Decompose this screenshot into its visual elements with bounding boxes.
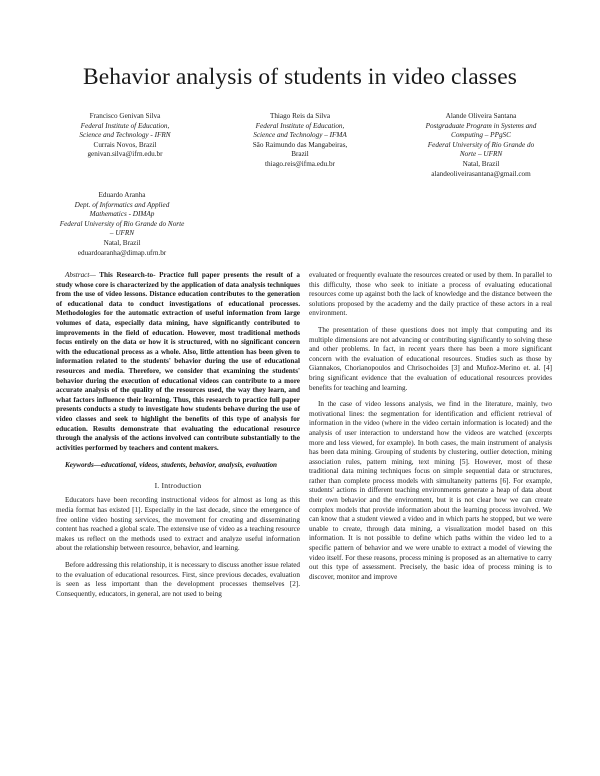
author-email: genivan.silva@ifrn.edu.br [87,150,163,159]
author-block-2 [236,112,364,170]
paper-title: Behavior analysis of students in video classes [82,64,518,90]
author-block-3 [406,112,556,179]
author-location: Brazil [291,150,309,159]
body-paragraph: evaluated or frequently evaluate the resources created or used by them. In parallel to this difficulty, those who seek to initiate a process of evaluating educational resources come up against both the lack of knowledge and the distance between the solutions proposed by the academy and the daily practice of these actors in a real environment. [309,271,552,318]
author-affiliation: Computing – PPgSC [451,131,511,140]
author-location: São Raimundo das Mangabeiras, [252,140,348,149]
author-affiliation: Federal Institute of Education, [255,121,345,130]
author-affiliation: Norte – UFRN [459,150,503,159]
author-name: Thiago Reis da Silva [269,112,331,120]
author-email: eduardoaranha@dimap.ufrn.br [77,248,167,257]
keywords: Keywords—educational, videos, students, behavior, analysis, evaluation [65,461,278,470]
author-affiliation: Postgraduate Program in Systems and [425,121,537,130]
section-heading-introduction: I. Introduction [154,480,202,490]
author-location: Natal, Brazil [462,159,500,168]
author-location: Natal, Brazil [103,238,141,247]
left-column [56,271,300,599]
author-name: Alande Oliveira Santana [445,112,517,120]
abstract [56,271,300,453]
right-column [309,271,552,582]
author-affiliation: Science and Technology – IFMA [253,131,347,140]
body-paragraph: Before addressing this relationship, it is necessary to discuss another issue related to the evaluation of educational resources. First, since previous decades, evaluation is seen as less important than the development processes themselves [2]. Consequently, educators, in general, are not used to being [56,561,300,598]
author-name: Francisco Genivan Silva [89,112,161,120]
abstract-body: This Research-to- Practice full paper presents the result of a study whose core is characterized by the application of data analysis techniques from the use of video lessons. Distance education contributes to the generation of educational data to conduct investigations of educational processes. Methodologies for the automatic extraction of useful information from large volumes of data, especially data mining, have significantly contributed to improvements in the field of education. However, most traditional methods focus entirely on the data or how it is structured, with no significant concern with the educational process as a whole. Also, little attention has been given to information related to the students' behavior during the use of educational resources and media. Therefore, we consider that examining the students' behavior during the execution of educational videos can contribute to a more accurate analysis of the quality of the resources used, the way they learn, and what factors influence their learning. Thus, this research to practice full paper presents conducts a study to investigate how students behave during the use of video classes and seek to highlight the benefits of this type of analysis for education. Results demonstrate that evaluating the educational resource through the analysis of the actions involved can contribute substantially to the activities performed by teachers and content makers. [56,271,300,452]
author-block-4 [52,191,192,258]
author-affiliation: Dept. of Informatics and Applied [74,200,170,209]
author-affiliation: Mathematics - DIMAp [89,210,155,219]
author-affiliation: Federal University of Rio Grande do Norte [59,219,185,228]
body-paragraph: Educators have been recording instructional videos for almost as long as this media format has existed [1]. Especially in the last decade, since the emergence of free online video hosting services, the movement for creating and disseminating content has reached a global scale. The extensive use of video as a teaching resource makes us reflect on the methods used to extract and analyze useful information about the relationship between resource, behavior, and learning. [56,496,300,553]
abstract-lead: Abstract— [65,271,96,279]
author-location: Currais Novos, Brazil [93,140,157,149]
author-affiliation: – UFRN [109,229,135,238]
author-affiliation: Federal Institute of Education, [80,121,170,130]
body-paragraph: The presentation of these questions does not imply that computing and its multiple dimensions are not advancing or contributing significantly to solving these and other problems. In fact, in recent years there has been a more significant concern with the evaluation of educational resources. Studies such as those by Giannakos, Chorianopoulos and Chrisochoides [3] and Muñoz-Merino et. al. [4] bring significant evidence that the evaluation of educational resources provides benefits for teaching and learning. [309,325,552,392]
author-affiliation: Science and Technology - IFRN [79,131,171,140]
body-paragraph: In the case of video lessons analysis, we find in the literature, mainly, two motivational lines: the segmentation for identification and efficient retrieval of information in the video (where in the video certain information is located) and the analysis of user interaction to understand how the videos are watched (excerpts more and less viewed, for example). In both cases, the main instrument of analysis has been data mining. Grouping of students by clustering, outlier detection, mining association rules, pattern mining, text mining [5]. However, most of these traditional data mining techniques focus on simple sequential data or structures, rather than complete process models with simultaneity patterns [6]. For example, students' actions in different teaching environments generate a heap of data about their own behavior and the environment, but it is not clear how we can create complex models that provide information about the learning process involved. We can know that a student viewed a video and in which parts he stopped, but we were unable to create, through data mining, a visualization model based on this information. It is not possible to define which paths within the video led to a specific pattern of behavior and we were unable to extract a model of viewing the video itself. For these reasons, process mining is proposed as an alternative to carry out this type of assessment. Precisely, the basic idea of process mining is to discover, monitor and improve [309,400,552,581]
author-affiliation: Federal University of Rio Grande do [427,140,535,149]
author-email: thiago.reis@ifma.edu.br [265,159,335,168]
author-block-1 [60,112,190,160]
author-email: alandeoliveirasantana@gmail.com [431,169,531,178]
author-name: Eduardo Aranha [98,191,146,199]
